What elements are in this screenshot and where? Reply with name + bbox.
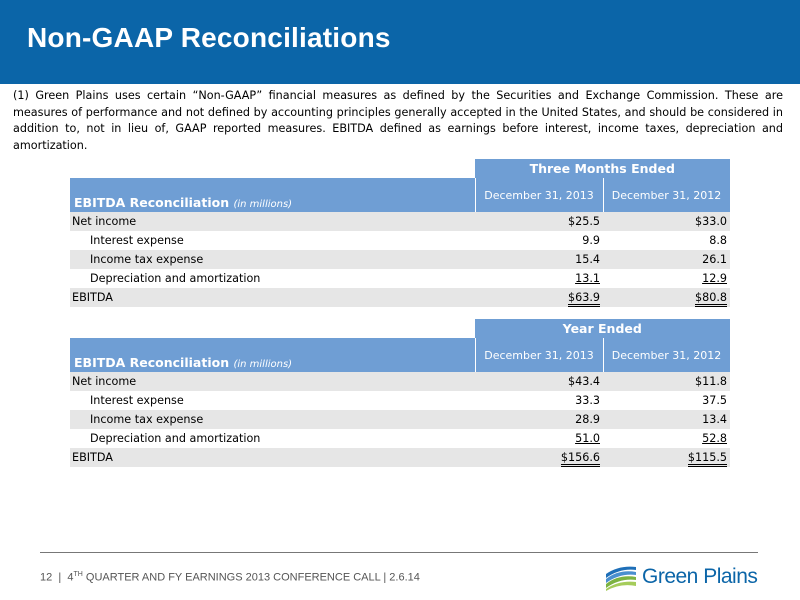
table-label-text: EBITDA Reconciliation <box>74 195 230 210</box>
row-value: $80.8 <box>695 291 727 307</box>
row-value: 33.3 <box>575 394 600 407</box>
intro-paragraph: (1) Green Plains uses certain “Non-GAAP” financial measures as defined by the Securities and Exchange Commission. These are measures of performance and not defined by accounting principles generally accepted in the United States, and should be considered in addition to, not in lieu of, GAAP reported measures. EBITDA defined as earnings before interest, income taxes, depreciation and amortization. <box>13 89 783 152</box>
group-header: Year Ended <box>475 319 730 338</box>
table-row <box>70 269 730 288</box>
title-bar <box>0 0 800 84</box>
row-value: $25.5 <box>475 212 603 231</box>
row-value: 15.4 <box>475 250 603 269</box>
period-header: December 31, 2012 <box>603 338 730 372</box>
row-label: Income tax expense <box>70 410 475 429</box>
table-label <box>70 178 475 212</box>
quarter-suffix: TH <box>73 571 83 578</box>
footer-divider <box>40 552 758 553</box>
row-value: 37.5 <box>702 394 727 407</box>
table-row <box>70 429 730 448</box>
table-label-text: EBITDA Reconciliation <box>74 355 230 370</box>
period-header: December 31, 2013 <box>475 178 603 212</box>
ebitda-table-year <box>70 319 731 467</box>
table-row <box>70 231 730 250</box>
period-header: December 31, 2013 <box>475 338 603 372</box>
footer <box>40 571 420 584</box>
table-row <box>70 250 730 269</box>
row-value: $33.0 <box>603 212 730 231</box>
row-value: 51.0 <box>575 432 600 445</box>
row-value: 8.8 <box>709 234 727 247</box>
table-row <box>70 410 730 429</box>
table-label-sub: (in millions) <box>233 359 293 370</box>
table-row <box>70 391 730 410</box>
row-label: EBITDA <box>70 448 475 467</box>
logo-text: Green Plains <box>642 565 758 588</box>
row-value: $115.5 <box>688 451 727 467</box>
row-value: 28.9 <box>475 410 603 429</box>
table-label-sub: (in millions) <box>233 199 293 210</box>
row-value: 9.9 <box>582 234 600 247</box>
row-value: $156.6 <box>561 451 600 467</box>
row-label: Net income <box>70 212 475 231</box>
table-row <box>70 212 730 231</box>
row-label: Interest expense <box>90 234 184 247</box>
quarter-number: 4 <box>67 571 74 584</box>
page-title: Non-GAAP Reconciliations <box>27 22 391 53</box>
ebitda-table-three-months <box>70 159 731 307</box>
page-number: 12 <box>40 571 53 584</box>
row-value: $43.4 <box>475 372 603 391</box>
table-row-total <box>70 288 730 307</box>
row-label: Depreciation and amortization <box>90 432 261 445</box>
row-value: $63.9 <box>568 291 600 307</box>
row-value: 12.9 <box>702 272 727 285</box>
footer-text: QUARTER AND FY EARNINGS 2013 CONFERENCE CALL | 2.6.14 <box>85 571 420 584</box>
row-value: 26.1 <box>603 250 730 269</box>
row-value: 13.4 <box>603 410 730 429</box>
row-label: Depreciation and amortization <box>90 272 261 285</box>
row-label: Interest expense <box>90 394 184 407</box>
row-value: $11.8 <box>603 372 730 391</box>
row-value: 13.1 <box>575 272 600 285</box>
period-header: December 31, 2012 <box>603 178 730 212</box>
group-header: Three Months Ended <box>475 159 730 178</box>
footer-separator: | <box>58 571 62 584</box>
row-label: EBITDA <box>70 288 475 307</box>
row-label: Net income <box>70 372 475 391</box>
row-label: Income tax expense <box>70 250 475 269</box>
table-row <box>70 372 730 391</box>
row-value: 52.8 <box>702 432 727 445</box>
table-label <box>70 338 475 372</box>
table-row-total <box>70 448 730 467</box>
